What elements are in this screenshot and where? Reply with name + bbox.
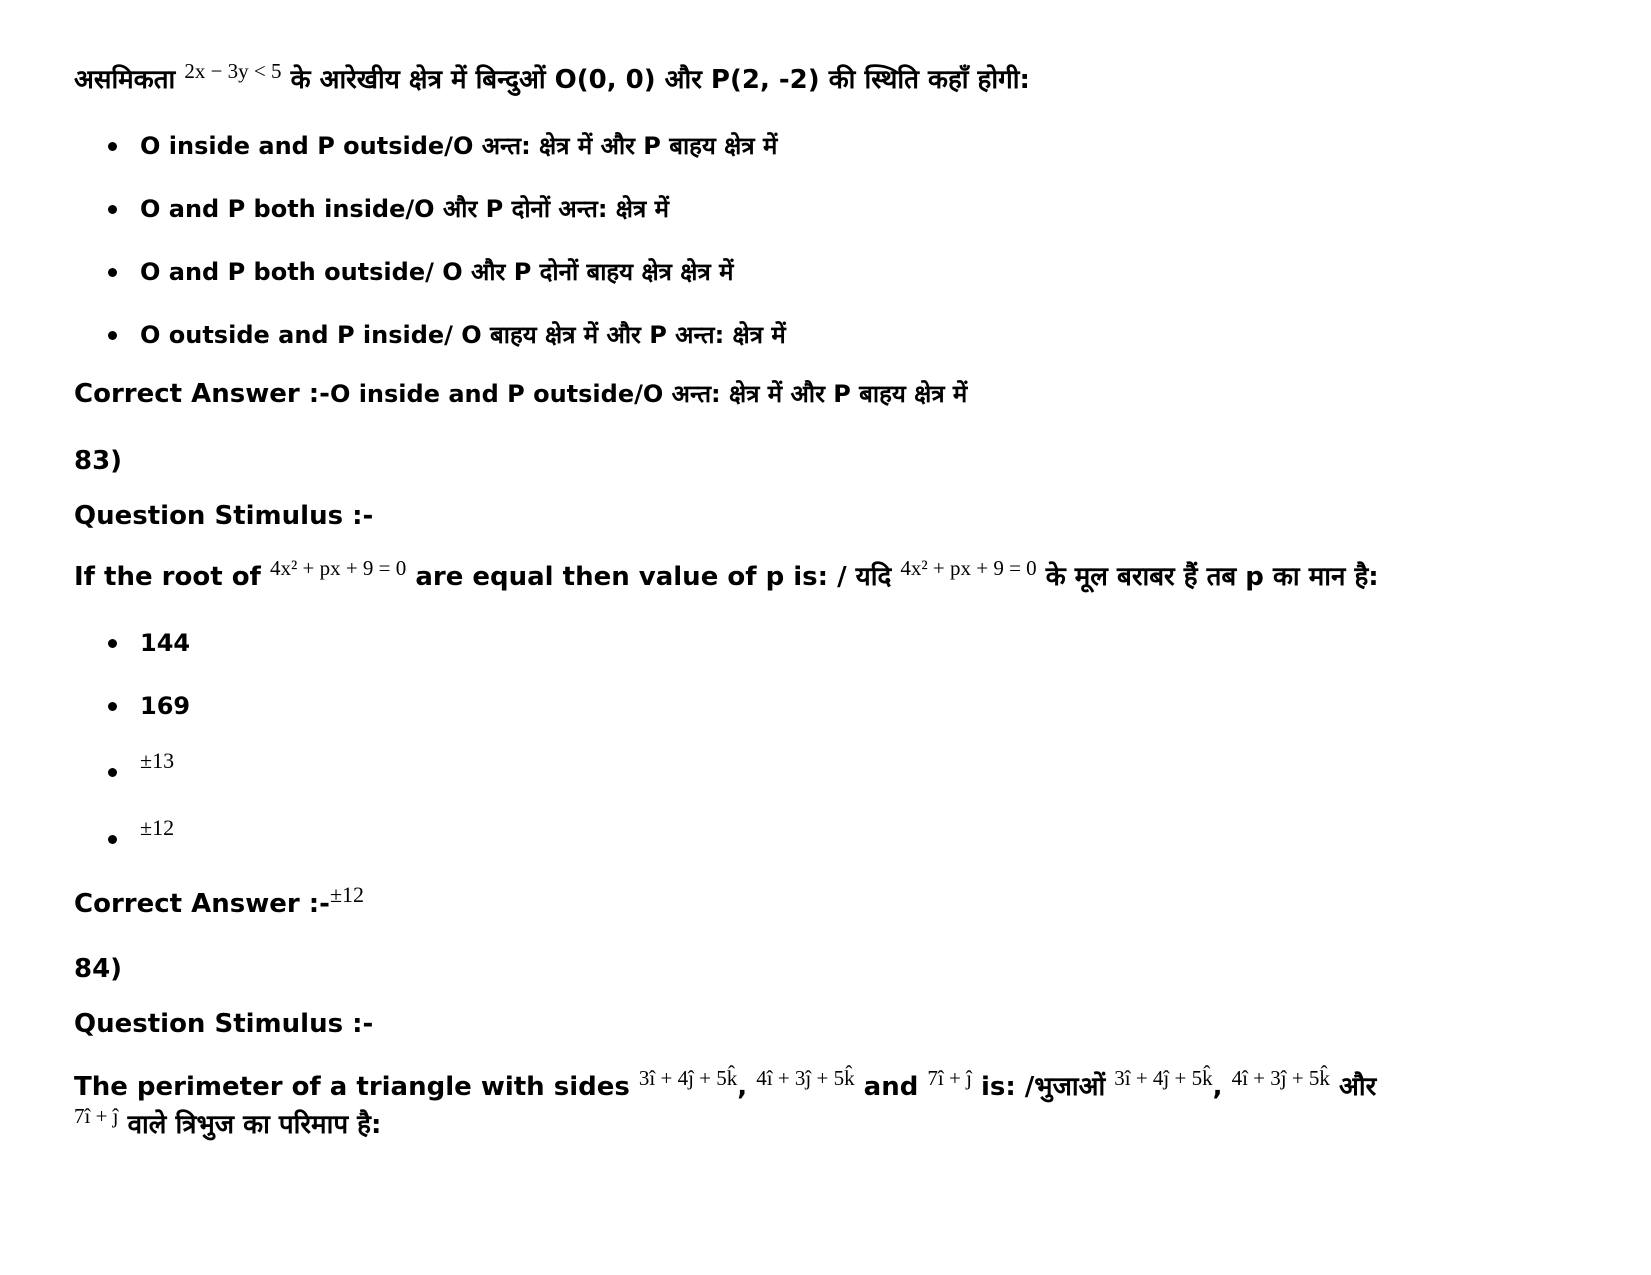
- vector-math: 3î + 4ĵ + 5k̂: [638, 1066, 738, 1090]
- stem-text: वाले त्रिभुज का परिमाप है:: [127, 1110, 382, 1140]
- equation-math: 4x² + px + 9 = 0: [269, 556, 407, 580]
- vector-math: 7î + ĵ: [74, 1104, 119, 1128]
- question-84-stem-line-2: [74, 1104, 382, 1143]
- bullet-icon: [108, 268, 117, 277]
- bullet-icon: [108, 702, 117, 711]
- vector-math: 3î + 4ĵ + 5k̂: [1114, 1066, 1213, 1090]
- question-83-correct-answer: [74, 882, 365, 922]
- correct-answer-value: ±12: [329, 882, 365, 907]
- bullet-icon: [108, 768, 117, 777]
- vector-math: 4î + 3ĵ + 5k̂: [756, 1066, 855, 1090]
- question-83-number: 83): [74, 446, 123, 476]
- stem-text: और: [1338, 1072, 1377, 1102]
- option-3: ±13: [140, 748, 175, 773]
- stem-text: and: [863, 1072, 919, 1102]
- bullet-icon: [108, 835, 117, 844]
- inequality-math: 2x − 3y < 5: [184, 59, 282, 83]
- correct-answer-label: Correct Answer :-: [74, 889, 330, 919]
- stem-text: are equal then value of p is: / यदि: [415, 562, 892, 592]
- bullet-icon: [108, 639, 117, 648]
- question-83-stem: [74, 556, 1379, 595]
- correct-answer-value: O inside and P outside/O अन्त: क्षेत्र में और P बाहय क्षेत्र में: [329, 380, 968, 408]
- equation-math: 4x² + px + 9 = 0: [900, 556, 1037, 580]
- bullet-icon: [108, 205, 117, 214]
- option-2: 169: [140, 692, 191, 720]
- question-84-number: 84): [74, 954, 123, 984]
- option-4: O outside and P inside/ O बाहय क्षेत्र में और P अन्त: क्षेत्र में: [140, 321, 786, 349]
- comma-text: ,: [737, 1072, 748, 1102]
- vector-math: 4î + 3ĵ + 5k̂: [1231, 1066, 1330, 1090]
- question-82-stem: [74, 59, 1030, 98]
- comma-text: ,: [1212, 1072, 1223, 1102]
- option-1: O inside and P outside/O अन्त: क्षेत्र में और P बाहय क्षेत्र में: [140, 132, 778, 160]
- stem-text: के मूल बराबर हैं तब p का मान है:: [1045, 562, 1379, 592]
- vector-math: 7î + ĵ: [927, 1066, 972, 1090]
- stem-text: If the root of: [74, 562, 261, 592]
- question-82-correct-answer: [74, 377, 967, 411]
- option-3: O and P both outside/ O और P दोनों बाहय क्षेत्र क्षेत्र में: [140, 258, 734, 286]
- stem-text: असमिकता: [74, 65, 176, 95]
- option-1: 144: [140, 629, 191, 657]
- correct-answer-label: Correct Answer :-: [74, 379, 330, 409]
- question-83-stimulus-label: Question Stimulus :-: [74, 501, 374, 531]
- option-2: O and P both inside/O और P दोनों अन्त: क्षेत्र में: [140, 195, 669, 223]
- question-84-stem-line-1: [74, 1066, 1377, 1105]
- bullet-icon: [108, 331, 117, 340]
- stem-text: The perimeter of a triangle with sides: [74, 1072, 630, 1102]
- option-4: ±12: [140, 815, 175, 840]
- stem-text: is: /भुजाओं: [980, 1072, 1106, 1102]
- question-84-stimulus-label: Question Stimulus :-: [74, 1009, 374, 1039]
- stem-text: के आरेखीय क्षेत्र में बिन्दुओं O(0, 0) और P(2, -2) की स्थिति कहाँ होगी:: [290, 65, 1030, 95]
- bullet-icon: [108, 142, 117, 151]
